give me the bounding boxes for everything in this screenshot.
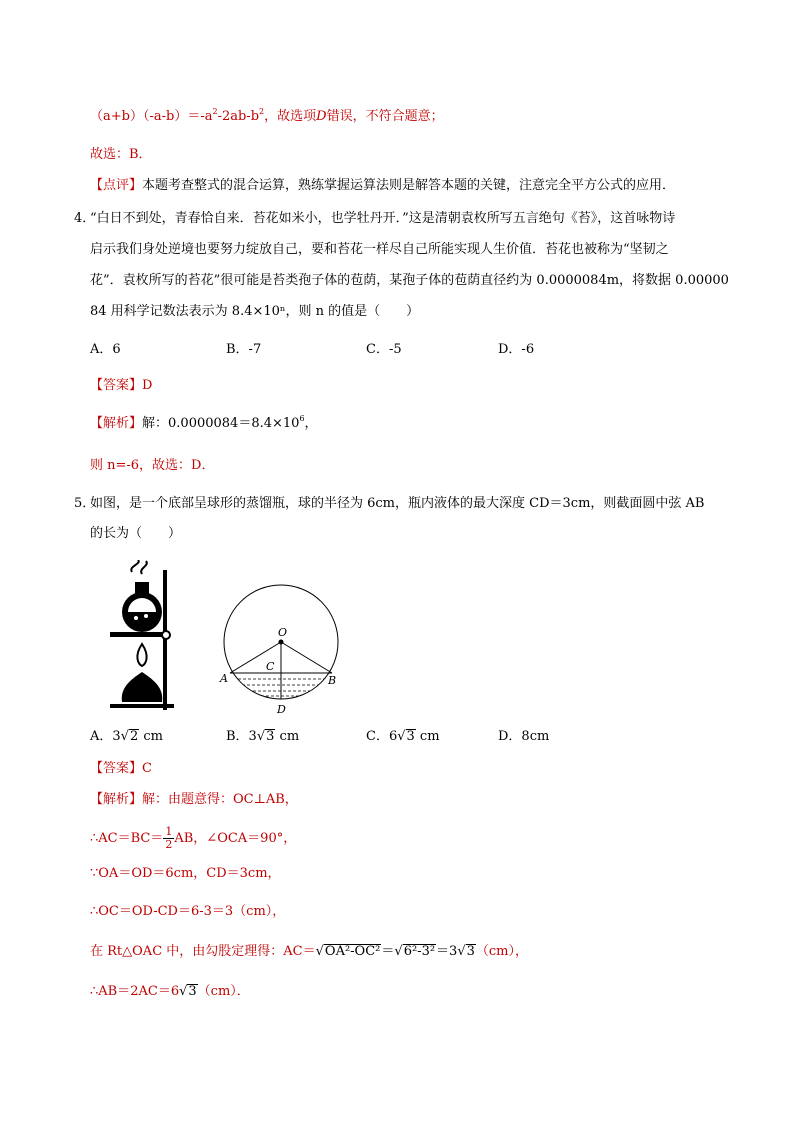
- q5-analysis-4: ∴OC＝OD-CD＝6-3＝3（cm），: [90, 904, 286, 919]
- label-d: D: [277, 703, 286, 716]
- q4-line-4: 84 用科学记数法表示为 8.4×10ⁿ，则 n 的值是（ ）: [90, 304, 420, 319]
- q4-option-b: B．-7: [226, 342, 262, 357]
- q5-line-2: 的长为（ ）: [90, 526, 182, 541]
- distillation-flask-illustration: [108, 560, 188, 710]
- q4-option-d: D．-6: [498, 342, 535, 357]
- prev-comment: 【点评】本题考查整式的混合运算，熟练掌握运算法则是解答本题的关键，注意完全平方公式的应用．: [90, 178, 676, 193]
- fraction-one-half: $\frac{1}{2}$: [165, 825, 173, 851]
- q4-option-c: C．-5: [366, 342, 402, 357]
- q4-line-1: “白日不到处，青春恰自来．苔花如米小，也学牡丹开．”这是清朝袁枚所写五言绝句《苔》，这首咏物诗: [90, 211, 676, 226]
- q4-line-3: 花”．袁枚所写的苔花”很可能是苔类孢子体的苞荫，某孢子体的苞荫直径约为 0.0000084m，将数据 0.00000: [90, 273, 729, 288]
- q5-option-d: D．8cm: [498, 729, 550, 744]
- q5-option-a: A．3√2 cm: [90, 729, 163, 744]
- q5-answer: 【答案】C: [90, 761, 152, 776]
- q4-number: 4．: [74, 211, 96, 226]
- label-a: A: [220, 672, 228, 685]
- q5-analysis-3: ∵OA＝OD＝6cm，CD＝3cm，: [90, 866, 281, 881]
- label-o: O: [278, 626, 288, 639]
- q4-line-2: 启示我们身处逆境也要努力绽放自己，要和苔花一样尽自己所能实现人生价值．苔花也被称为“坚韧之: [90, 242, 669, 257]
- center-point-o: [279, 640, 284, 645]
- q5-option-b: B．3√3 cm: [226, 729, 300, 744]
- prev-line-1: $(a+b)(-a-b)=-a^2-2ab-b^2$，故选项D错误，不符合题意；: [90, 107, 444, 124]
- q5-analysis-5: 在 Rt△OAC 中，由勾股定理得：AC＝√OA²-OC²＝√6²-3²＝3√3（cm），: [90, 944, 529, 959]
- q5-analysis-1: 【解析】解：由题意得：OC⊥AB，: [90, 792, 298, 807]
- label-c: C: [266, 660, 275, 673]
- q4-answer: 【答案】D: [90, 378, 153, 393]
- radius-ob: [281, 642, 332, 673]
- q5-line-1: 如图，是一个底部呈球形的蒸馏瓶，球的半径为 6cm，瓶内液体的最大深度 CD＝3cm，则截面圆中弦 AB: [90, 496, 705, 511]
- label-b: B: [328, 674, 337, 687]
- q5-option-c: C．6√3 cm: [366, 729, 440, 744]
- q4-analysis: 【解析】解：$0.0000084=8.4\times 10^6$，: [90, 414, 318, 431]
- q5-analysis-2: ∴AC＝BC＝ $\frac{1}{2}$ AB，∠OCA＝90°，: [90, 825, 297, 851]
- q4-option-a: A．6: [90, 342, 121, 357]
- prev-choice: 故选：B．: [90, 147, 152, 162]
- circle-diagram: [218, 566, 346, 720]
- q4-conclusion: 则 n=-6，故选：D．: [90, 458, 215, 473]
- q5-analysis-6: ∴AB＝2AC＝6√3（cm）．: [90, 984, 250, 999]
- q5-number: 5．: [74, 496, 96, 511]
